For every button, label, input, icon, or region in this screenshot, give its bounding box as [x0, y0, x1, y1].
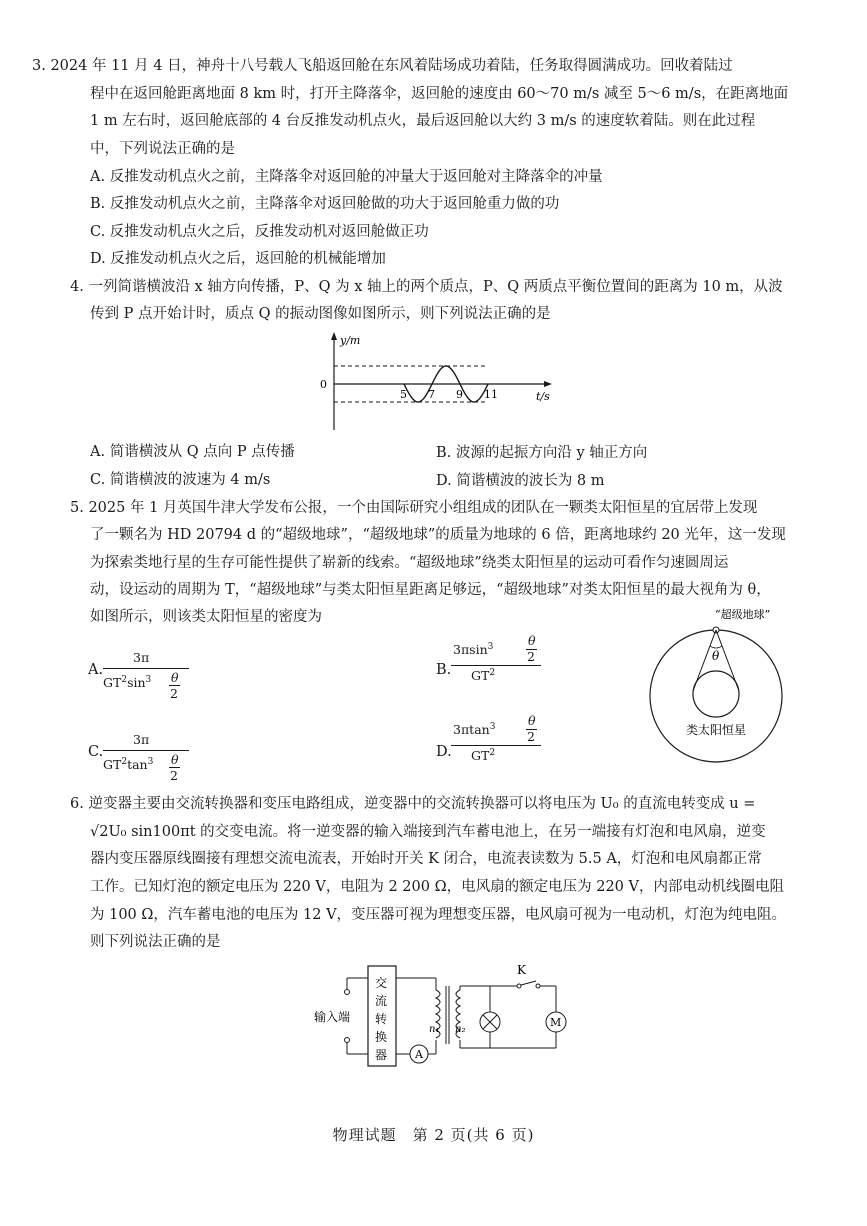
- q6-stem-line-4: 工作。已知灯泡的额定电压为 220 V，电阻为 2 200 Ω，电风扇的额定电压为 220 V，内部电动机线圈电阻: [90, 879, 784, 895]
- q5-stem-line-4: 动，设运动的周期为 T，“超级地球”与类太阳恒星距离足够远，“超级地球”对类太阳恒星的最大视角为 θ，: [90, 582, 771, 598]
- star-circle: [693, 671, 739, 717]
- q4-stem-line-1: 4. 一列简谐横波沿 x 轴方向传播，P、Q 为 x 轴上的两个质点，P、Q 两质点平衡位置间的距离为 10 m，从波: [70, 279, 783, 295]
- planet-label: “超级地球”: [715, 608, 771, 621]
- q5-stem-line-2: 了一颗名为 HD 20794 d 的“超级地球”，“超级地球”的质量为地球的 6 倍，距离地球约 20 光年，这一发现: [90, 527, 786, 543]
- q5-option-c-denominator: $GT^2\tan^3$: [103, 757, 154, 773]
- q5-option-a-letter: A.: [88, 662, 104, 678]
- q5-option-a-half-num: θ: [171, 670, 179, 685]
- input-terminal-bottom: [345, 1038, 350, 1043]
- input-label: 输入端: [314, 1010, 351, 1024]
- q3-stem-line-2: 程中在返回舱距离地面 8 km 时，打开主降落伞，返回舱的速度由 60～70 m/s 减至 5～6 m/s，在距离地面: [90, 86, 789, 102]
- page-footer: 物理试题 第 2 页(共 6 页): [332, 1126, 535, 1144]
- q5-option-d-half-den: 2: [527, 729, 535, 744]
- t-tick-label: 5: [400, 388, 407, 401]
- q5-option-c-half-den: 2: [170, 768, 178, 783]
- t-tick-label: 7: [428, 388, 435, 401]
- svg-text:换: 换: [375, 1030, 388, 1044]
- angle-arc: [710, 646, 722, 648]
- switch-k: [521, 981, 536, 985]
- q3-option-a: A. 反推发动机点火之前，主降落伞对返回舱的冲量大于返回舱对主降落伞的冲量: [90, 169, 603, 185]
- q5-option-a-denominator: $GT^2\sin^3$: [103, 675, 152, 691]
- t-tick-label: 11: [484, 388, 498, 401]
- ammeter-label: A: [415, 1048, 423, 1061]
- input-terminal-top: [345, 990, 350, 995]
- q5-stem-line-1: 5. 2025 年 1 月英国牛津大学发布公报，一个由国际研究小组组成的团队在一颗类太阳恒星的宜居带上发现: [70, 500, 758, 516]
- q6-stem-line-5: 为 100 Ω，汽车蓄电池的电压为 12 V，变压器可视为理想变压器，电风扇可视为一电动机，灯泡为纯电阻。: [90, 907, 787, 923]
- q6-stem-line-6: 则下列说法正确的是: [90, 934, 221, 950]
- switch-contact-right: [536, 984, 540, 988]
- q5-option-d-numerator: 3πtan$^3$: [453, 722, 496, 738]
- q5-option-d-letter: D.: [436, 744, 452, 760]
- q3-option-b: B. 反推发动机点火之前，主降落伞对返回舱做的功大于返回舱重力做的功: [90, 196, 560, 212]
- y-axis-arrow: [331, 332, 337, 340]
- q5-option-c-fraction: [103, 732, 193, 787]
- q3-option-d: D. 反推发动机点火之后，返回舱的机械能增加: [90, 251, 386, 267]
- q5-option-d-fraction: [451, 713, 546, 771]
- q6-stem-line-2: √2U₀ sin100πt 的交变电流。将一逆变器的输入端接到汽车蓄电池上，在另一端接有灯泡和电风扇，逆变: [90, 824, 766, 840]
- q3-stem-line-3: 1 m 左右时，返回舱底部的 4 台反推发动机点火，最后返回舱以大约 3 m/s 的速度软着陆。则在此过程: [90, 113, 756, 129]
- n1-label: n₁: [429, 1024, 440, 1035]
- q5-option-a-fraction: [103, 650, 193, 705]
- svg-text:器: 器: [375, 1048, 388, 1062]
- q4-stem-line-2: 传到 P 点开始计时，质点 Q 的振动图像如图所示，则下列说法正确的是: [90, 306, 551, 322]
- q3-stem-line-1: 3. 2024 年 11 月 4 日，神舟十八号载人飞船返回舱在东风着陆场成功着陆，任务取得圆满成功。回收着陆过: [32, 58, 733, 74]
- tangent-line-right: [716, 630, 739, 691]
- n2-label: n₂: [455, 1024, 466, 1035]
- q5-option-b-half-num: θ: [528, 633, 536, 648]
- motor-label: M: [550, 1016, 562, 1029]
- q5-option-d-half-num: θ: [528, 713, 536, 728]
- q3-stem-line-4: 中，下列说法正确的是: [90, 141, 235, 157]
- q5-option-b-numerator: 3πsin$^3$: [453, 642, 494, 658]
- orbit-diagram: [648, 604, 828, 766]
- t-axis-arrow: [544, 381, 552, 387]
- q4-option-b: B. 波源的起振方向沿 y 轴正方向: [436, 445, 648, 461]
- q5-stem-line-3: 为探索类地行星的生存可能性提供了崭新的线索。“超级地球”绕类太阳恒星的运动可看作匀速圆周运: [90, 555, 729, 571]
- t-axis-label: t/s: [536, 390, 550, 403]
- switch-label: K: [517, 963, 526, 977]
- q5-option-c-letter: C.: [88, 744, 104, 760]
- q4-option-c: C. 简谐横波的波速为 4 m/s: [90, 472, 271, 488]
- converter-label: [375, 976, 387, 1062]
- origin-label: 0: [320, 378, 327, 391]
- q6-stem-line-3: 器内变压器原线圈接有理想交流电流表，开始时开关 K 闭合，电流表读数为 5.5 A，灯泡和电风扇都正常: [90, 851, 762, 867]
- circuit-diagram: [310, 960, 590, 1080]
- switch-contact-left: [517, 984, 521, 988]
- angle-label: θ: [712, 649, 720, 663]
- t-tick-labels: [400, 388, 498, 401]
- svg-text:交: 交: [375, 976, 388, 990]
- svg-text:流: 流: [375, 994, 388, 1008]
- vibration-graph: [310, 330, 560, 435]
- q4-option-a: A. 简谐横波从 Q 点向 P 点传播: [90, 444, 295, 460]
- y-axis-label: y/m: [340, 334, 361, 347]
- q5-option-b-fraction: [451, 633, 546, 691]
- q4-option-d: D. 简谐横波的波长为 8 m: [436, 473, 605, 489]
- q5-option-c-numerator: 3π: [133, 732, 150, 747]
- star-label: 类太阳恒星: [686, 723, 747, 737]
- q5-option-b-half-den: 2: [527, 649, 535, 664]
- q6-stem-line-1: 6. 逆变器主要由交流转换器和变压电路组成，逆变器中的交流转换器可以将电压为 U₀ 的直流电转变成 u =: [70, 796, 756, 812]
- q5-option-c-half-num: θ: [171, 752, 179, 767]
- q5-option-d-denominator: $GT^2$: [471, 748, 496, 764]
- q5-option-a-numerator: 3π: [133, 650, 150, 665]
- svg-text:转: 转: [375, 1012, 388, 1026]
- q5-option-b-letter: B.: [436, 662, 452, 678]
- q3-option-c: C. 反推发动机点火之后，反推发动机对返回舱做正功: [90, 224, 429, 240]
- t-tick-label: 9: [456, 388, 463, 401]
- q5-option-b-denominator: $GT^2$: [471, 668, 496, 684]
- q5-option-a-half-den: 2: [170, 686, 178, 701]
- q5-stem-line-5: 如图所示，则该类太阳恒星的密度为: [90, 609, 322, 625]
